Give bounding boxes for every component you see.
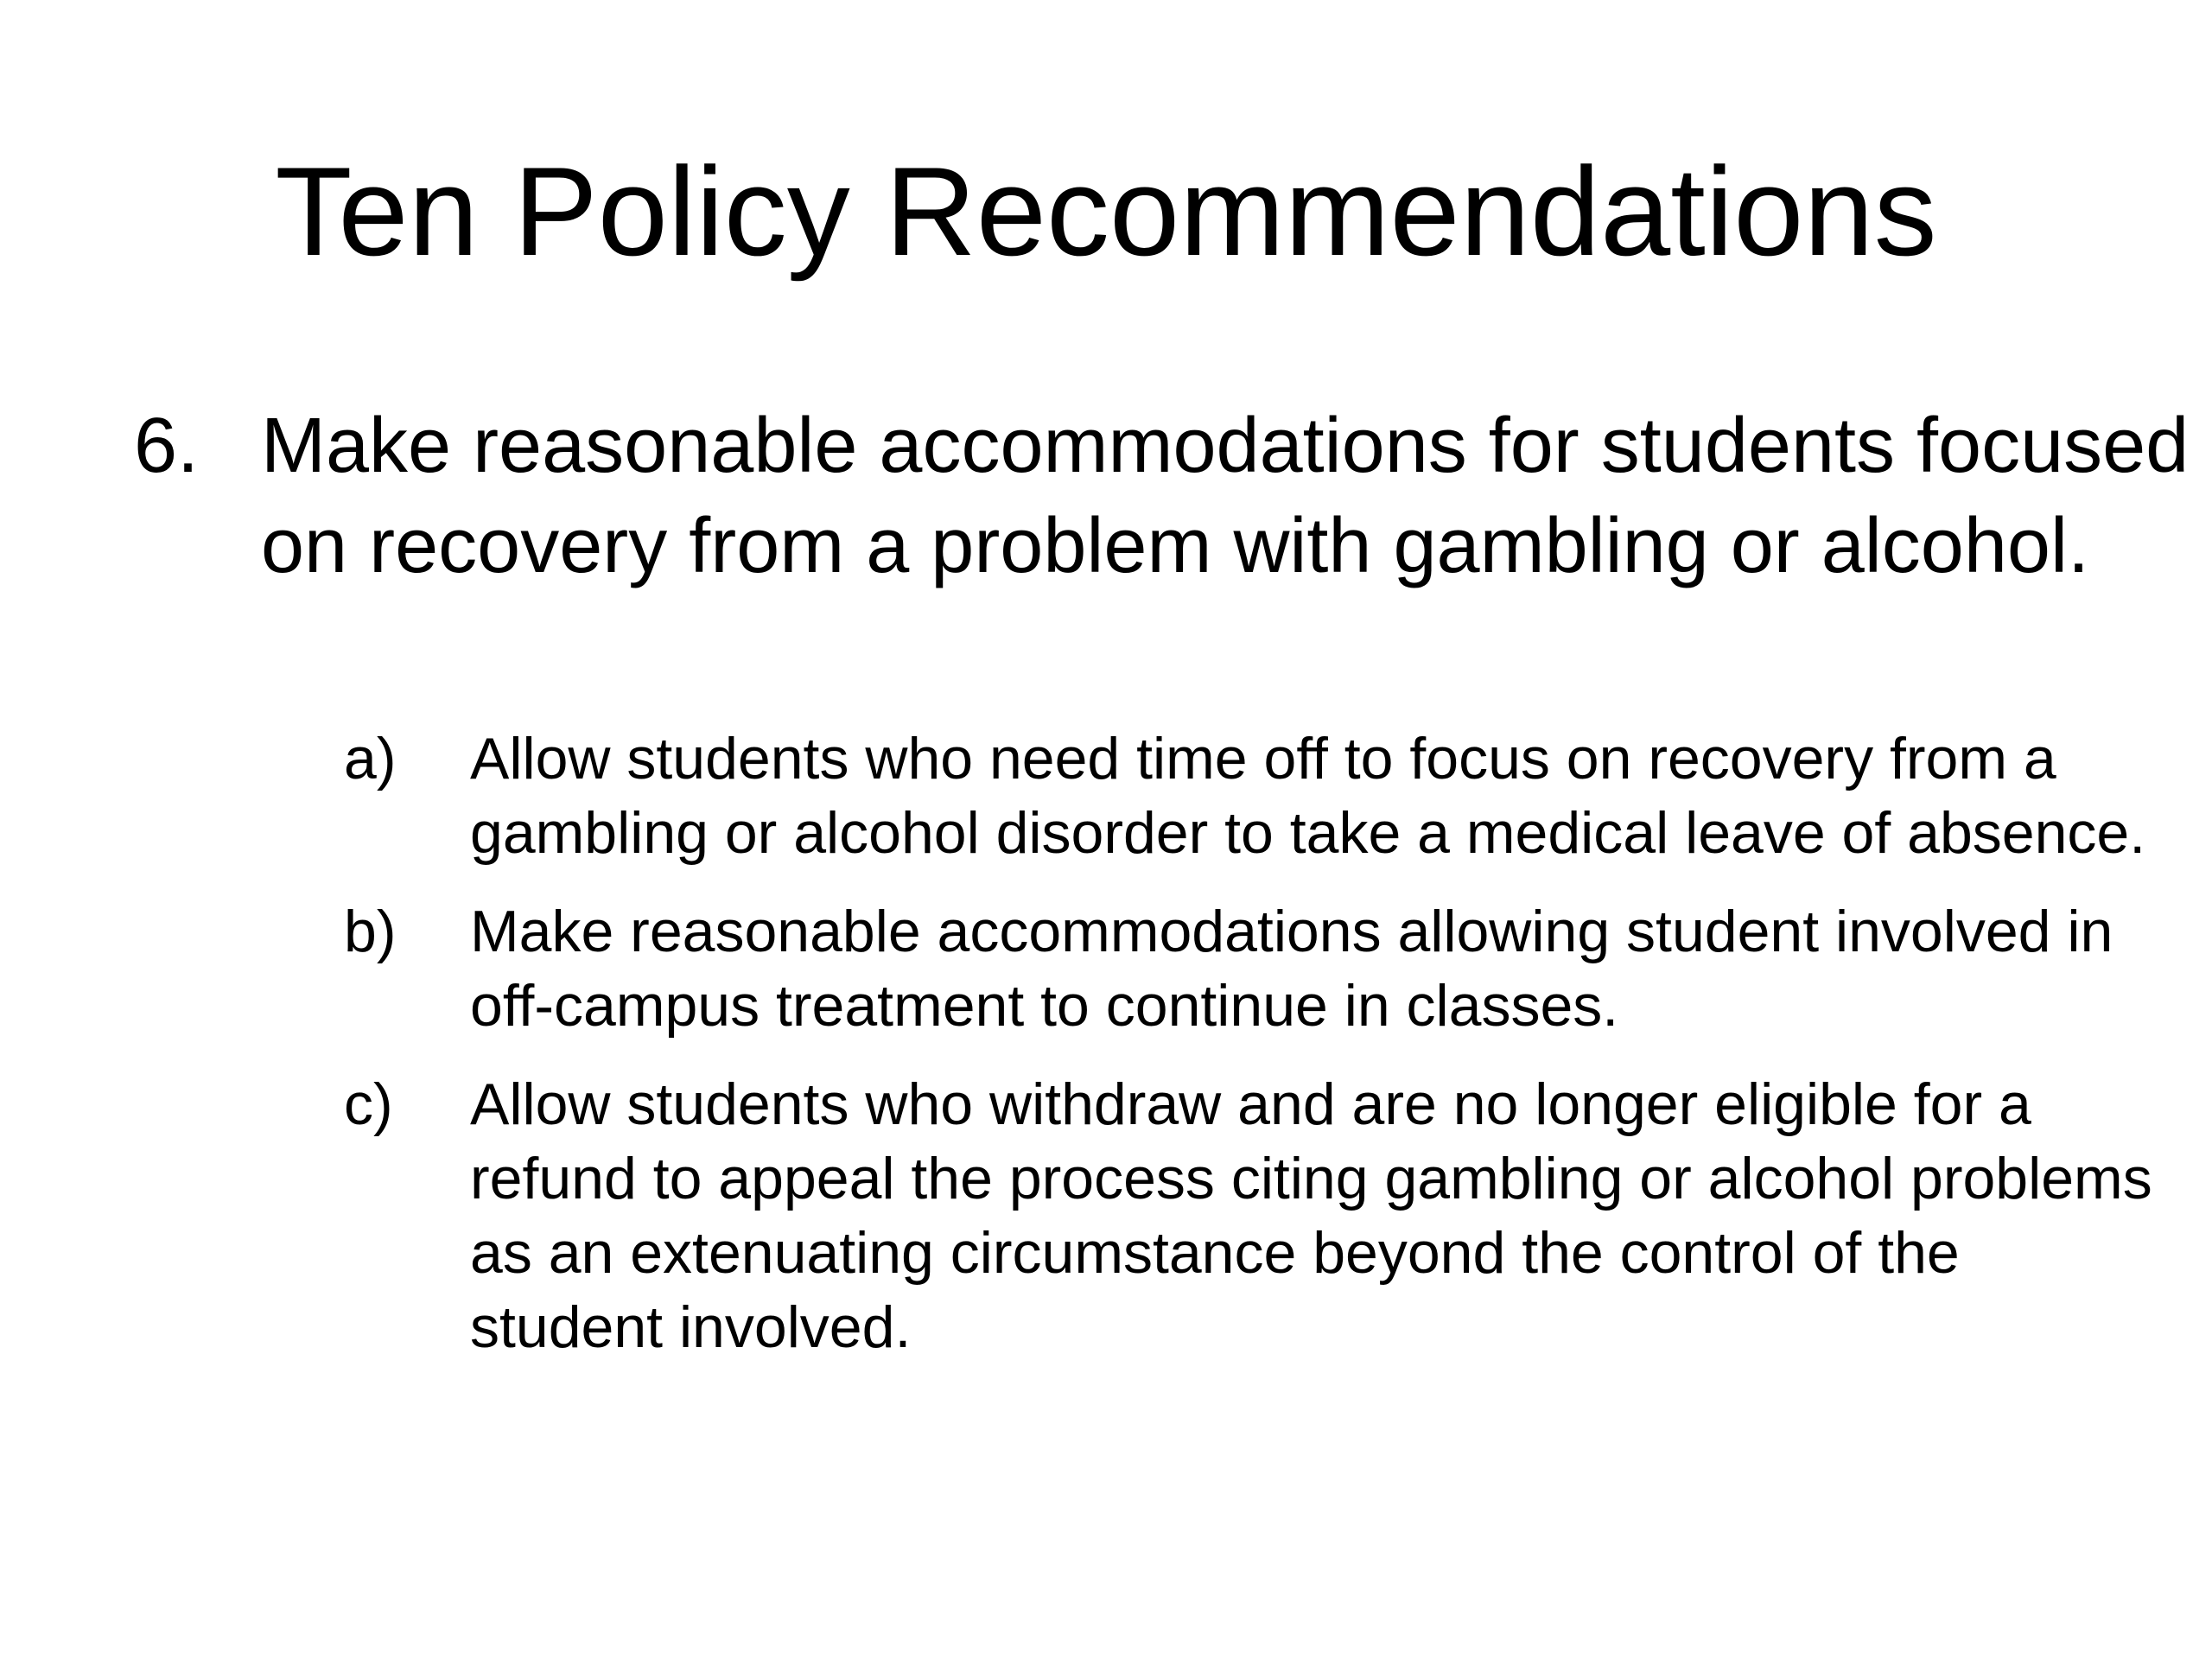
sub-item-marker: a) xyxy=(344,726,397,791)
sub-item-marker: c) xyxy=(344,1071,393,1137)
sub-item-text: Allow students who withdraw and are no longer eligible for a refund to appeal the process citing gambling or alcohol problems as an extenuating circumstance beyond the control of the student involved. xyxy=(470,1071,2152,1360)
main-item-number: 6. xyxy=(134,403,200,489)
slide-title: Ten Policy Recommendations xyxy=(275,141,1937,282)
sub-item-text: Allow students who need time off to focus on recovery from a gambling or alcohol disorder to take a medical leave of absence. xyxy=(470,726,2146,866)
sub-item-marker: b) xyxy=(344,899,397,964)
sub-list xyxy=(344,721,2158,1389)
sub-item-b xyxy=(344,894,2158,1043)
sub-item-c xyxy=(344,1067,2158,1364)
main-item-text: Make reasonable accommodations for students focused on recovery from a problem with gambling or alcohol. xyxy=(261,403,2190,589)
sub-item-a xyxy=(344,721,2158,870)
sub-item-text: Make reasonable accommodations allowing student involved in off-campus treatment to continue in classes. xyxy=(470,899,2113,1039)
